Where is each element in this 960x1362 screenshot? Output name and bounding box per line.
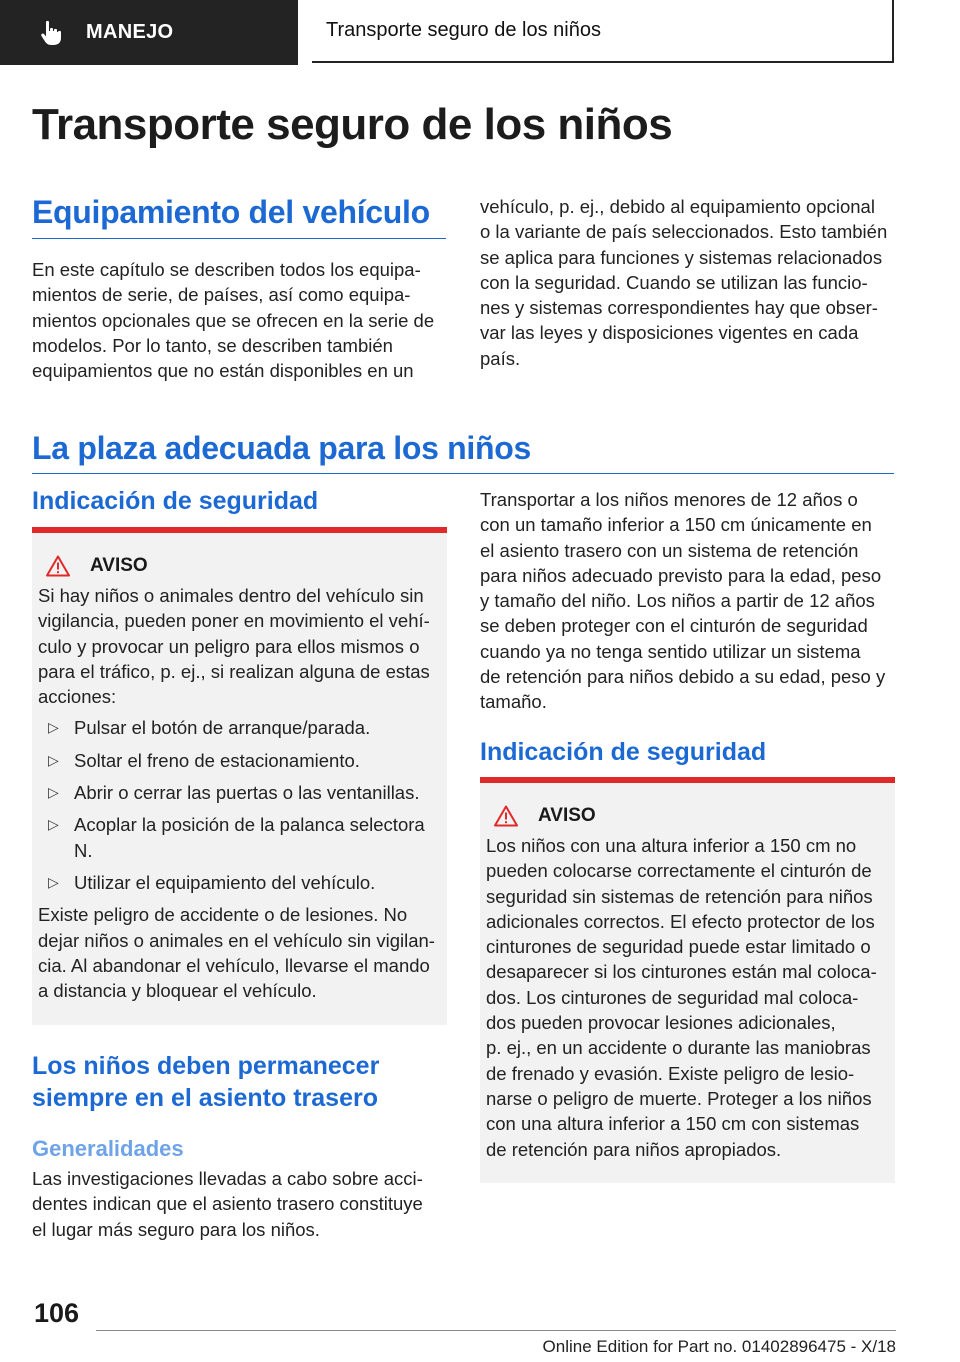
warning-action-list [38,715,439,895]
list-item: ▷ Utilizar el equipamiento del vehículo. [38,870,439,895]
bullet-triangle-icon: ▷ [48,751,59,768]
warning-outro: Existe peligro de accidente o de lesiones. No dejar niños o animales en el vehículo sin vigilan- cia. Al abandonar el vehículo, llevarse el mando a distancia y bloquear el vehículo. [38,904,435,1002]
bullet-triangle-icon: ▷ [48,816,59,833]
warning-label: AVISO [90,555,148,576]
equipamiento-text-right: vehículo, p. ej., debido al equipamiento opcional o la variante de país seleccionados. Esto también se aplica para funciones y sistemas relacionados con la seguridad. Cuando se utilizan las funcio- nes y sistemas correspondientes hay que obser- var las leyes y disposiciones vigentes en cada país. [480,196,888,369]
list-item: ▷ Pulsar el botón de arranque/parada. [38,715,439,740]
warning-intro: Si hay niños o animales dentro del vehículo sin vigilancia, pueden poner en movimiento el vehí- culo y provocar un peligro para ellos mismos o para el tráfico, p. ej., si realizan alguna de estas acciones: [38,585,430,708]
warning-label: AVISO [538,805,596,826]
equipamiento-text-left: En este capítulo se describen todos los equipa- mientos de serie, de países, así como equipa- mientos opcionales que se ofrecen en la serie de modelos. Por lo tanto, se describen también equipamientos que no están disponibles en un [32,259,435,382]
subheading-seguridad-left: Indicación de seguridad [32,487,319,515]
warning-box-left [32,527,447,1025]
generalidades-text: Las investigaciones llevadas a cabo sobre acci- dentes indican que el asiento trasero constituye el lugar más seguro para los niños. [32,1168,423,1240]
header-section-label: MANEJO [86,21,174,43]
subheading-seguridad-right: Indicación de seguridad [480,738,767,766]
steering-hand-icon [40,20,62,46]
header-title: Transporte seguro de los niños [326,19,601,41]
subheading-generalidades: Generalidades [32,1136,184,1161]
heading-equipamiento: Equipamiento del vehículo [32,194,446,239]
bullet-triangle-icon: ▷ [48,873,59,890]
heading-asiento-trasero: Los niños deben permanecer siempre en el asiento trasero [32,1052,380,1112]
page-number: 106 [34,1298,80,1328]
header-title-box [312,0,894,63]
footer-edition: Online Edition for Part no. 01402896475 - X/18 [542,1337,896,1356]
header-section-tab [0,0,298,65]
footer-divider [96,1330,896,1331]
plaza-text-right: Transportar a los niños menores de 12 años o con un tamaño inferior a 150 cm únicamente en el asiento trasero con un sistema de retención para niños adecuado previsto para la edad, peso y tamaño del niño. Los niños a partir de 12 años se deben proteger con el cinturón de seguridad cuando ya no tenga sentido utilizar un sistema de retención para niños debido a su edad, peso y tamaño. [480,489,886,713]
list-item: ▷ Acoplar la posición de la palanca selectora N. [48,814,425,861]
warning-text: Los niños con una altura inferior a 150 cm no pueden colocarse correctamente el cinturón de seguridad sin sistemas de retención para niños adicionales correctos. El efecto protector de los cinturones de seguridad puede estar limitado o desaparecer si los cinturones están mal coloca- dos. Los cinturones de seguridad mal coloca- dos pueden provocar lesiones adicionales, p. ej., en un accidente o durante las maniobras de frenado y evasión. Existe peligro de lesio- narse o peligro de muerte. Proteger a los niños con una altura inferior a 150 cm con sistemas de retención para niños apropiados. [486,835,877,1160]
warning-triangle-icon [494,805,518,827]
warning-box-right [480,777,895,1183]
bullet-triangle-icon: ▷ [48,784,59,801]
list-item: ▷ Soltar el freno de estacionamiento. [38,748,439,773]
warning-triangle-icon [46,555,70,577]
list-item: ▷ Abrir o cerrar las puertas o las ventanillas. [38,780,439,805]
page-title: Transporte seguro de los niños [32,100,673,149]
bullet-triangle-icon: ▷ [48,719,59,736]
heading-plaza: La plaza adecuada para los niños [32,430,894,474]
